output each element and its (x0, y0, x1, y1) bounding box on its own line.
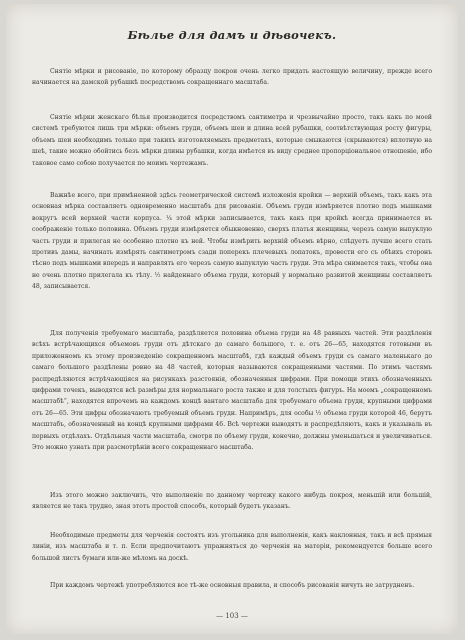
paragraph: Снятіе мѣрки женскаго бѣлья производится посредствомъ сантиметра и чрезвычайно просто, такъ какъ по моей системѣ требуются лишь три мѣрки: объемъ груди, объемъ шеи и длина всей рубашки, соотвѣтствующая росту фигуры, объемъ шеи необходимъ только при такихъ изготовляемыхъ предметахъ, которые смыкаются (скрываются) вплотную на шеѣ, такие можно обойтись безъ мѣрки длины рубашки, когда имѣется въ виду среднее пропорціональное отношеніе, ибо таковое само собою получается по моимъ чертежамъ. (32, 114, 432, 167)
paragraph: Важнѣе всего, при примѣненной здѣсь геометрической системѣ изложенія кройки — верхній объемъ, такъ какъ эта основная мѣрка составляетъ одновременно масштабъ для рисованія. Объемъ груди измѣряется плотно подъ мышками вокругъ всей верхней части корпуса. ¼ этой мѣрки записывается, такъ какъ при кройкѣ всегда принимается въ соображеніе только половина. Объемъ груди измѣряется обыкновенно, сверхъ платья женщины, черезъ самую выпуклую часть груди и прилегая не особенно плотно къ ней. Чтобы измѣрить верхній объемъ вѣрно, слѣдуетъ лучше всего стать противъ дамы, начинать измѣрять сантиметромъ сзади поперекъ плечевыхъ лопатокъ, провести его съ обѣихъ сторонъ тѣсно подъ мышками впередъ и направлять его черезъ самую выпуклую часть груди. Эта мѣра снимается такъ, чтобы она не очень плотно прилегала къ тѣлу. ½ найденнаго объема груди, который у нормально развитой женщины составляетъ 48, записывается. (32, 192, 432, 291)
paragraph: Снятіе мѣрки и рисованіе, по которому образцу покрои очень легко придать настоящую величину, прежде всего начинается на дамской рубашкѣ посредствомъ сокращеннаго масштаба. (32, 68, 432, 87)
page-title: Бѣлье для дамъ и дѣвочекъ. (127, 28, 337, 42)
document-page (6, 4, 458, 634)
paragraph: Необходимые предметы для черченія состоятъ изъ угольника для выполненія, какъ наклонныя, такъ и всѣ прямыя линіи, изъ масштаба и т. п. Если предпочитаютъ упражняться до черченія на матеріи, рекомендуется больше всего большой листъ бумаги или-же мѣломъ на доскѣ. (32, 532, 432, 562)
page-number: — 103 — (216, 612, 248, 620)
paragraph: Изъ этого можно заключить, что выполненіе по данному чертежу какого нибудь покроя, меньшій или большій, является не такъ трудно, зная этотъ простой способъ, который будетъ указанъ. (32, 492, 432, 511)
paragraph: При каждомъ чертежѣ употребляются все тѣ-же основныя правила, и способъ рисованія ничуть не затрудненъ. (50, 582, 415, 589)
paragraph: Для полученія требуемаго масштаба, раздѣляется половина объема груди на 48 равныхъ частей. Эти раздѣленія всѣхъ встрѣчающихся объемовъ груди отъ дѣтскаго до самаго большого, т. е. отъ 26—65, находятся готовыми въ приложенномъ къ этому произведенію сокращенномъ масштабѣ, гдѣ каждый объемъ груди съ самаго маленькаго до самаго большого раздѣлены ровно на 48 частей, которыя называются сокращенными частями. По этимъ частямъ распредѣляются встрѣчающіяся на рисункахъ разстоянія, обозначенныя цифрами. При помощи этихъ обозначенныхъ цифрами точекъ, выводятся всѣ размѣры для нормальнаго роста также и для толстыхъ фигуръ. На моемъ „сокращенномъ масштабѣ“, находятся впрочемъ на каждомъ концѣ вантаго масштаба для требуемаго объема груди, крупными цифрами отъ 26—65. Эти цифры обозначаютъ требуемый объемъ груди. Напримѣръ, для особы ½ объема груди которой 46, берутъ масштабъ, обозначенный на концѣ крупными цифрами 46. Всѣ чертежи выводятъ и распредѣляютъ, какъ и указываль въ первыхъ отдѣлахъ. Отдѣльныя части масштаба, смотря по объему груди, конечно, должны уменьшаться и увеличиваться. Это можно узнать при разсмотрѣніи всего сокращеннаго масштаба. (32, 330, 432, 452)
